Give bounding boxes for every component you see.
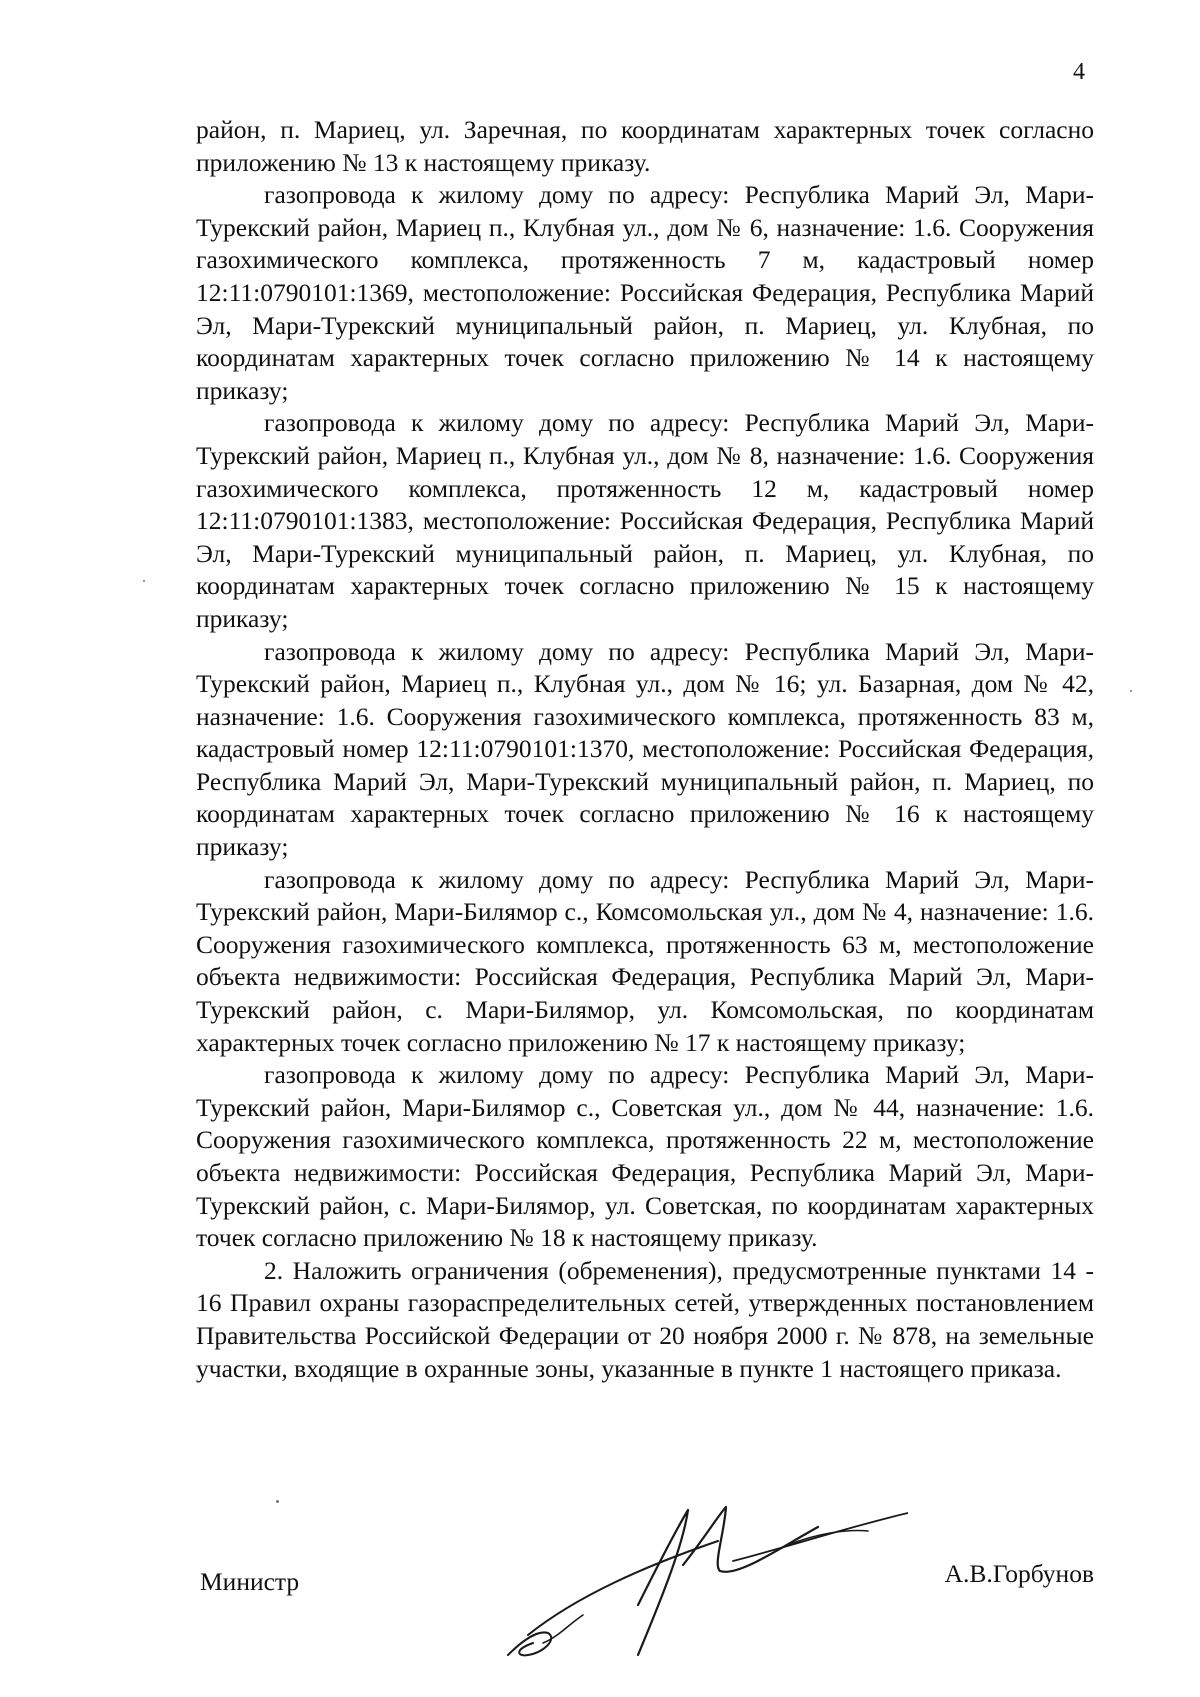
paragraph-6: газопровода к жилому дому по адресу: Республика Марий Эл, Мари-Турекский район, Мари-Билямор с., Советская ул., дом № 44, назначение: 1.6. Сооружения газохимического комплекса, протяженность 22 м, местоположение объекта недвижимости: Российская Федерация, Республика Марий Эл, Мари-Турекский район, с. Мари-Билямор, ул. Советская, по координатам характерных точек согласно приложению № 18 к настоящему приказу.: [196, 1060, 1094, 1253]
signature-block: [196, 1505, 1094, 1665]
signer-name: А.В.Горбунов: [944, 1559, 1094, 1588]
scan-artifact: [276, 1500, 279, 1503]
page-number: 4: [1073, 59, 1085, 85]
scan-artifact: [143, 580, 145, 582]
paragraph-3: газопровода к жилому дому по адресу: Республика Марий Эл, Мари-Турекский район, Мариец п., Клубная ул., дом № 8, назначение: 1.6. Сооружения газохимического комплекса, протяженность 12 м, кадастровый номер 12:11:0790101:1383, местоположение: Российская Федерация, Республика Марий Эл, Мари-Турекский муниципальный район, п. Мариец, ул. Клубная, по координатам характерных точек согласно приложению № 15 к настоящему приказу;: [196, 408, 1094, 633]
handwritten-signature: [488, 1505, 908, 1665]
paragraph-1: район, п. Мариец, ул. Заречная, по координатам характерных точек согласно приложению № 13 к настоящему приказу.: [196, 115, 1094, 177]
paragraph-5: газопровода к жилому дому по адресу: Республика Марий Эл, Мари-Турекский район, Мари-Билямор с., Комсомольская ул., дом № 4, назначение: 1.6. Сооружения газохимического комплекса, протяженность 63 м, местоположение объекта недвижимости: Российская Федерация, Республика Марий Эл, Мари-Турекский район, с. Мари-Билямор, ул. Комсомольская, по координатам характерных точек согласно приложению № 17 к настоящему приказу;: [196, 864, 1094, 1057]
paragraph-7: 2. Наложить ограничения (обременения), предусмотренные пунктами 14 - 16 Правил охраны газораспределительных сетей, утвержденных постановлением Правительства Российской Федерации от 20 ноября 2000 г. № 878, на земельные участки, входящие в охранные зоны, указанные в пункте 1 настоящего приказа.: [196, 1255, 1094, 1383]
scan-artifact: [1130, 690, 1132, 692]
paragraph-2: газопровода к жилому дому по адресу: Республика Марий Эл, Мари-Турекский район, Мариец п., Клубная ул., дом № 6, назначение: 1.6. Сооружения газохимического комплекса, протяженность 7 м, кадастровый номер 12:11:0790101:1369, местоположение: Российская Федерация, Республика Марий Эл, Мари-Турекский муниципальный район, п. Мариец, ул. Клубная, по координатам характерных точек согласно приложению № 14 к настоящему приказу;: [196, 180, 1094, 405]
paragraph-4: газопровода к жилому дому по адресу: Республика Марий Эл, Мари-Турекский район, Мариец п., Клубная ул., дом № 16; ул. Базарная, дом № 42, назначение: 1.6. Сооружения газохимического комплекса, протяженность 83 м, кадастровый номер 12:11:0790101:1370, местоположение: Российская Федерация, Республика Марий Эл, Мари-Турекский муниципальный район, п. Мариец, по координатам характерных точек согласно приложению № 16 к настоящему приказу;: [196, 636, 1094, 862]
signer-position: Министр: [200, 1567, 300, 1596]
document-body: [196, 114, 1094, 1385]
